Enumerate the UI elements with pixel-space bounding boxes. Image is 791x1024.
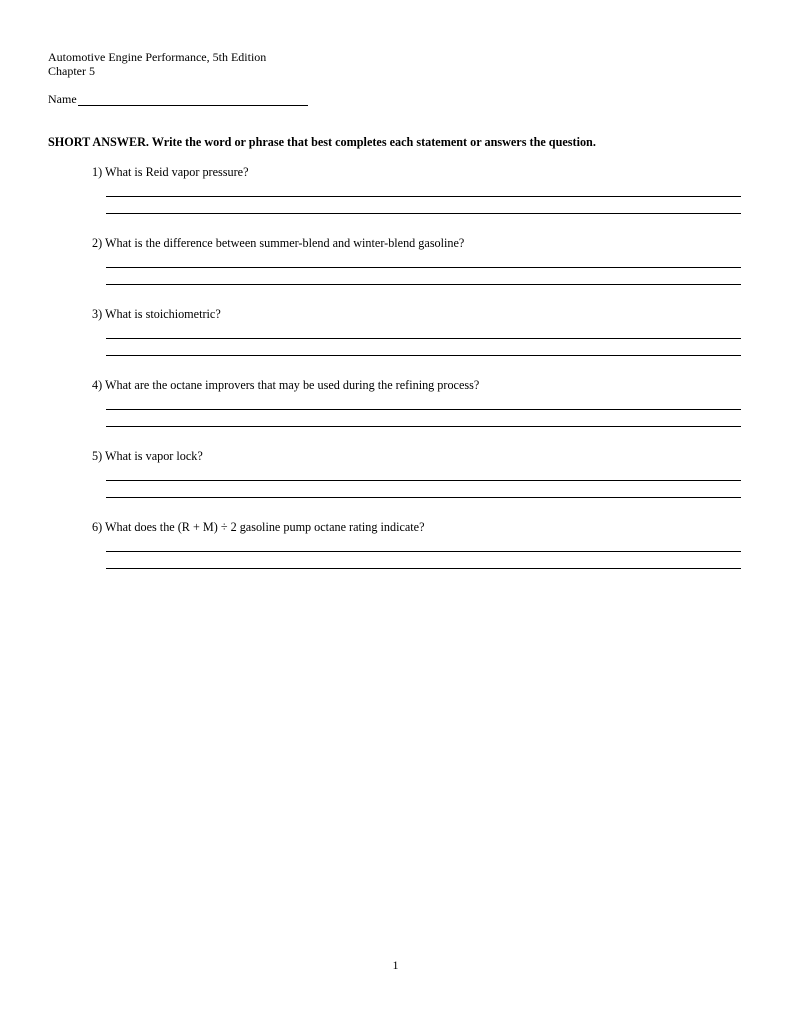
question-text: 6) What does the (R + M) ÷ 2 gasoline pump octane rating indicate? (92, 520, 425, 534)
page-number: 1 (392, 958, 399, 972)
answer-line[interactable] (106, 213, 741, 214)
name-label: Name (48, 92, 77, 106)
answer-line[interactable] (106, 409, 741, 410)
answer-line[interactable] (106, 284, 741, 285)
answer-line[interactable] (106, 497, 741, 498)
answer-line[interactable] (106, 355, 741, 356)
question-text: 4) What are the octane improvers that may be used during the refining process? (92, 378, 480, 392)
name-row (48, 92, 308, 106)
answer-line[interactable] (106, 480, 741, 481)
question-text: 5) What is vapor lock? (92, 449, 203, 463)
chapter-label: Chapter 5 (48, 64, 95, 78)
question-text: 2) What is the difference between summer-blend and winter-blend gasoline? (92, 236, 465, 250)
answer-line[interactable] (106, 267, 741, 268)
name-blank-line[interactable] (78, 94, 308, 106)
answer-line[interactable] (106, 338, 741, 339)
section-instructions: SHORT ANSWER. Write the word or phrase that best completes each statement or answers the question. (48, 135, 596, 149)
answer-line[interactable] (106, 426, 741, 427)
answer-line[interactable] (106, 551, 741, 552)
question-text: 1) What is Reid vapor pressure? (92, 165, 249, 179)
answer-line[interactable] (106, 196, 741, 197)
document-title: Automotive Engine Performance, 5th Edition (48, 50, 267, 64)
answer-line[interactable] (106, 568, 741, 569)
question-text: 3) What is stoichiometric? (92, 307, 221, 321)
